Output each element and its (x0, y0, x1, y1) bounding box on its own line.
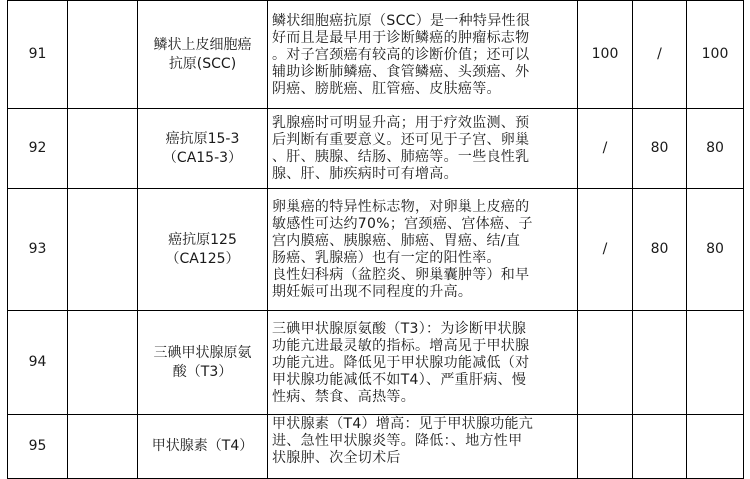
row-number: 91 (8, 1, 68, 109)
row-number: 93 (8, 189, 68, 311)
description-line: 好而且是最早用于诊断鳞癌的肿瘤标志物 (272, 29, 530, 46)
indicator-table (7, 0, 744, 479)
item-name-line: 癌抗原15-3 (165, 130, 240, 147)
row-number: 95 (8, 415, 68, 479)
item-name (138, 109, 268, 189)
description-line: 功能亢进最灵敏的指标。增高见于甲状腺 (272, 337, 530, 354)
value-col-1 (578, 415, 633, 479)
item-name-line: 三碘甲状腺原氨 (153, 344, 252, 361)
category-cell (68, 415, 138, 479)
row-number: 92 (8, 109, 68, 189)
description-line: 性病、禁食、高热等。 (272, 388, 415, 405)
value-col-3: 80 (687, 189, 744, 311)
item-name-line: 抗原(SCC) (168, 55, 237, 72)
value-col-2 (633, 415, 687, 479)
value-col-1: 100 (578, 1, 633, 109)
value-col-2 (633, 311, 687, 415)
description-line: 、肝、胰腺、结肠、肺癌等。一些良性乳 (272, 149, 530, 165)
value-col-3 (687, 311, 744, 415)
value-col-2: 80 (633, 109, 687, 189)
value-col-1: / (578, 109, 633, 189)
description-line: 肠癌、乳腺癌）也有一定的阳性率。 (272, 250, 501, 266)
description-line: 卵巢癌的特异性标志物，对卵巢上皮癌的 (272, 199, 530, 215)
table-row (8, 415, 744, 479)
item-description (268, 189, 578, 311)
item-description (268, 109, 578, 189)
table-row (8, 311, 744, 415)
item-name (138, 415, 268, 479)
value-col-3: 100 (687, 1, 744, 109)
description-line: 后判断有重要意义。还可见于子宫、卵巢 (272, 132, 530, 148)
description-line: 甲状腺素（T4）增高：见于甲状腺功能亢 (272, 416, 534, 432)
description-line: 进、急性甲状腺炎等。降低：、地方性甲 (272, 433, 523, 449)
table-row (8, 109, 744, 189)
description-line: 良性妇科病（盆腔炎、卵巢囊肿等）和早 (272, 267, 530, 283)
description-line: 功能亢进。降低见于甲状腺功能减低（对 (272, 354, 530, 371)
value-col-3 (687, 415, 744, 479)
category-cell (68, 1, 138, 109)
value-col-2: / (633, 1, 687, 109)
item-description (268, 1, 578, 109)
description-line: 状腺肿、次全切术后 (272, 450, 401, 466)
row-number: 94 (8, 311, 68, 415)
item-name-line: （CA125） (165, 250, 240, 267)
description-line: 敏感性可达约70%；宫颈癌、宫体癌、子 (272, 216, 533, 232)
item-description (268, 311, 578, 415)
category-cell (68, 311, 138, 415)
item-name-line: 酸（T3） (172, 363, 233, 380)
description-line: 甲状腺功能减低不如T4）、严重肝病、慢 (272, 371, 527, 388)
item-name-line: （CA15-3） (162, 149, 243, 166)
value-col-2: 80 (633, 189, 687, 311)
category-cell (68, 189, 138, 311)
item-description (268, 415, 578, 479)
description-line: 三碘甲状腺原氨酸（T3）：为诊断甲状腺 (272, 320, 527, 337)
item-name-line: 甲状腺素（T4） (151, 438, 254, 454)
item-name (138, 189, 268, 311)
item-name (138, 1, 268, 109)
item-name-line: 鳞状上皮细胞癌 (153, 36, 252, 53)
table-row (8, 1, 744, 109)
description-line: 阴癌、膀胱癌、肛管癌、皮肤癌等。 (272, 80, 501, 97)
item-name-line: 癌抗原125 (168, 231, 237, 248)
description-line: 鳞状细胞癌抗原（SCC）是一种特异性很 (272, 12, 531, 29)
value-col-1 (578, 311, 633, 415)
description-line: 腺、肝、肺疾病时可有增高。 (272, 166, 458, 182)
category-cell (68, 109, 138, 189)
value-col-3: 80 (687, 109, 744, 189)
description-line: 乳腺癌时可明显升高；用于疗效监测、预 (272, 115, 530, 131)
description-line: 期妊娠可出现不同程度的升高。 (272, 284, 473, 300)
description-line: 宫内膜癌、胰腺癌、肺癌、胃癌、结/直 (272, 233, 521, 249)
item-name (138, 311, 268, 415)
description-line: 辅助诊断肺鳞癌、食管鳞癌、头颈癌、外 (272, 63, 530, 80)
value-col-1: / (578, 189, 633, 311)
description-line: 。对子宫颈癌有较高的诊断价值；还可以 (272, 46, 530, 63)
table-row (8, 189, 744, 311)
